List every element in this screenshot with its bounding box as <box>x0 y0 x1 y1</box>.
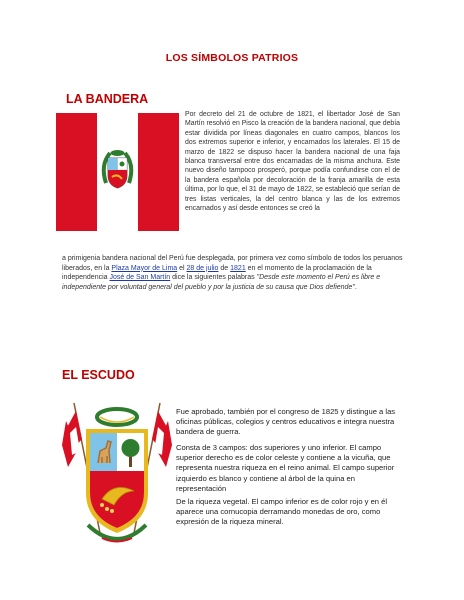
independence-quote: "Desde este momento el Perú es libre e independiente por voluntad general del pueblo y por la justicia de su causa que Dios defiende" <box>62 274 381 291</box>
bandera-heading: LA BANDERA <box>66 92 149 106</box>
coat-of-arms-image <box>62 393 172 558</box>
link-28-de-julio[interactable]: 28 de julio <box>186 264 219 272</box>
link-1821[interactable]: 1821 <box>230 264 246 272</box>
peru-flag-image <box>56 113 179 231</box>
flag-coat-of-arms-icon <box>104 150 132 188</box>
bandera-history-text: Por decreto del 21 de octubre de 1821, el libertador José de San Martín resolvió en Pisco la creación de la bandera nacional, que debía estar dividida por líneas diagonales en cuatro campos, blancos los dos extremos superior e inferior, y encarnados los laterales. El 15 de marzo de 1822 se dispuso hacer la bandera nacional de una faja blanca transversal entre dos encarnadas de la misma anchura. Este nuevo diseño tampoco prosperó, porque podía confundirse con el de la bandera española por decoloración de la franja amarilla de esta última, por lo que, el 31 de mayo de 1822, se estableció que serían de tres listas verticales, la del centro blanca y las de los extremos encarnados y así desde entonces se creó la <box>185 111 400 213</box>
bandera-proclamation-text: a primigenia bandera nacional del Perú fue desplegada, por primera vez como símbolo de todos los peruanos liberados, en la Plaza Mayor de Lima el 28 de julio de 1821 en el momento de la proclamación de la independencia José de San Martín dice la siguientes palabras "Desde este momento el Perú es libre e independiente por voluntad general del pueblo y por la justicia de su causa que Dios defiende". <box>62 255 403 291</box>
escudo-lower-field-text: De la riqueza vegetal. El campo inferior es de color rojo y en él aparece una cornucopia derramando monedas de oro, como expresión de la riqueza mineral. <box>176 497 388 527</box>
escudo-fields-text: Consta de 3 campos: dos superiores y uno inferior. El campo superior derecho es de color celeste y contiene a la vicuña, que representa nuestra riqueza en el reino animal. El campo superior izquierdo es blanco y contiene al árbol de la quina en representación <box>176 443 395 493</box>
escudo-approval-text: Fue aprobado, también por el congreso de 1825 y distingue a las oficinas públicas, colegios y centros educativos e integra nuestra bandera de guerra. <box>176 407 396 437</box>
link-plaza-mayor-de-lima[interactable]: Plaza Mayor de Lima <box>111 264 178 272</box>
link-jose-de-san-martin[interactable]: José de San Martín <box>109 274 171 281</box>
page-title: LOS SÍMBOLOS PATRIOS <box>165 52 299 64</box>
escudo-heading: EL ESCUDO <box>62 368 135 382</box>
